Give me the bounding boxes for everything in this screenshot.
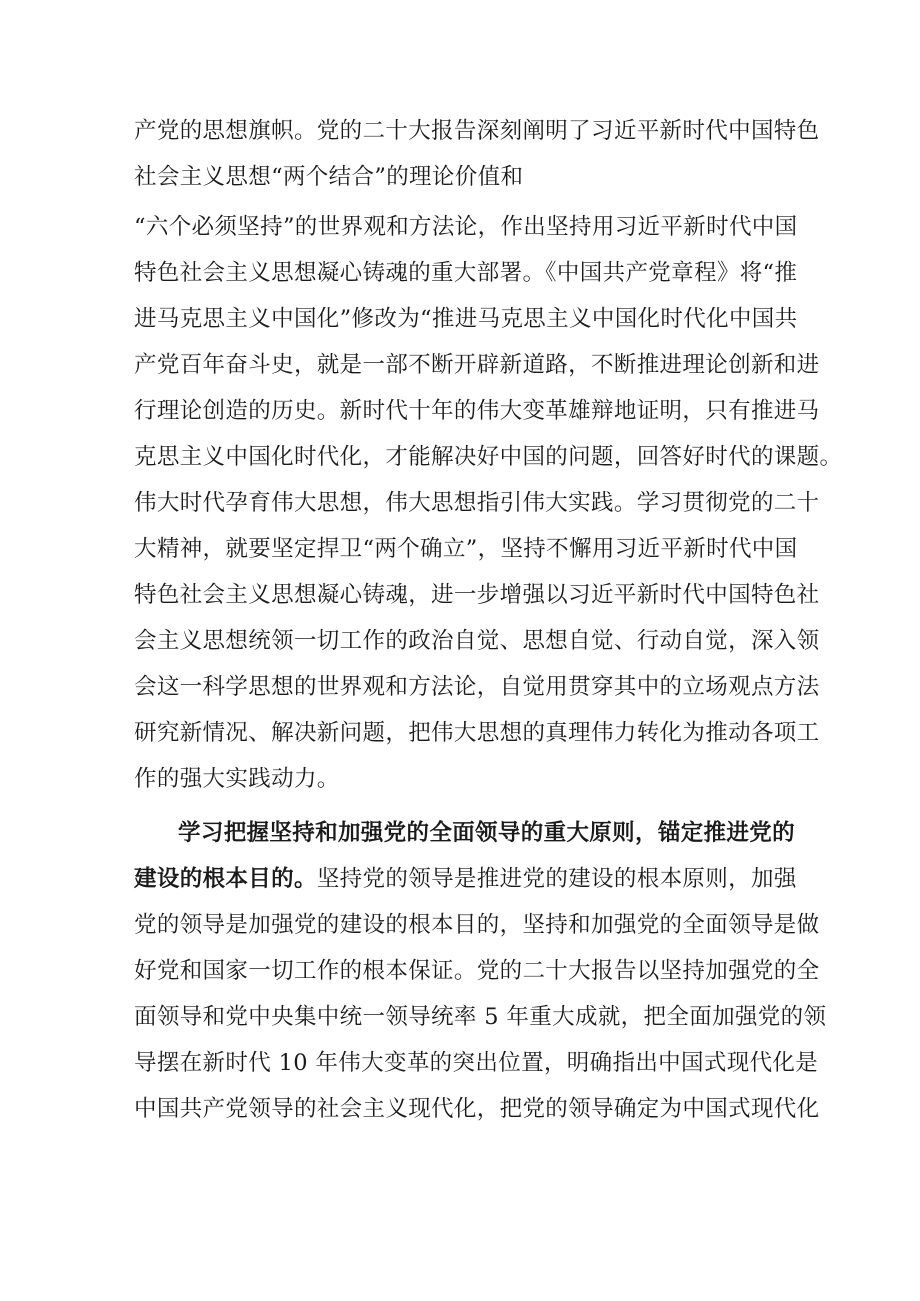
paragraph-2-line-1 — [178, 818, 818, 848]
paragraph-1-line-1: 产党的思想旗帜。党的二十大报告深刻阐明了习近平新时代中国特色 — [134, 118, 820, 144]
paragraph-1-line-7: 行理论创造的历史。新时代十年的伟大变革雄辩地证明，只有推进马 — [134, 398, 820, 424]
paragraph-1-line-12: 会主义思想统领一切工作的政治自觉、思想自觉、行动自觉，深入领 — [134, 628, 820, 654]
paragraph-1-line-15: 作的强大实践动力。 — [134, 766, 340, 792]
paragraph-2-line-2-text: 坚持党的领导是推进党的建设的根本原则，加强 — [316, 866, 797, 892]
paragraph-2-line-4: 好党和国家一切工作的根本保证。党的二十大报告以坚持加强党的全 — [134, 958, 820, 984]
paragraph-2-line-6: 导摆在新时代 10 年伟大变革的突出位置，明确指出中国式现代化是 — [134, 1050, 819, 1076]
paragraph-1-line-2: 社会主义思想“两个结合”的理论价值和 — [134, 164, 524, 190]
paragraph-1-line-14: 研究新情况、解决新问题，把伟大思想的真理伟力转化为推动各项工 — [134, 720, 820, 746]
paragraph-1-line-11: 特色社会主义思想凝心铸魂，进一步增强以习近平新时代中国特色社 — [134, 582, 820, 608]
paragraph-2-heading-part-1: 学习把握坚持和加强党的全面领导的重大原则，锚定推进党的 — [178, 820, 795, 846]
paragraph-2-line-3: 党的领导是加强党的建设的根本目的，坚持和加强党的全面领导是做 — [134, 912, 820, 938]
paragraph-2-line-2 — [134, 864, 797, 894]
paragraph-1-line-8: 克思主义中国化时代化，才能解决好中国的问题，回答好时代的课题。 — [134, 444, 843, 470]
paragraph-1-line-4: 特色社会主义思想凝心铸魂的重大部署。《中国共产党章程》将“推 — [134, 260, 798, 286]
paragraph-1-line-13: 会这一科学思想的世界观和方法论，自觉用贯穿其中的立场观点方法 — [134, 674, 820, 700]
paragraph-1-line-9: 伟大时代孕育伟大思想，伟大思想指引伟大实践。学习贯彻党的二十 — [134, 490, 820, 516]
paragraph-1-line-10: 大精神，就要坚定捍卫“两个确立”，坚持不懈用习近平新时代中国 — [134, 536, 798, 562]
paragraph-1-line-6: 产党百年奋斗史，就是一部不断开辟新道路，不断推进理论创新和进 — [134, 352, 820, 378]
paragraph-2-line-7: 中国共产党领导的社会主义现代化，把党的领导确定为中国式现代化 — [134, 1096, 820, 1122]
paragraph-2-line-5: 面领导和党中央集中统一领导统率 5 年重大成就，把全面加强党的领 — [134, 1004, 827, 1030]
paragraph-2-heading-part-2: 建设的根本目的。 — [134, 866, 317, 892]
paragraph-1-line-5: 进马克思主义中国化”修改为“推进马克思主义中国化时代化中国共 — [134, 306, 798, 332]
paragraph-1-line-3: “六个必须坚持”的世界观和方法论，作出坚持用习近平新时代中国 — [134, 214, 798, 240]
